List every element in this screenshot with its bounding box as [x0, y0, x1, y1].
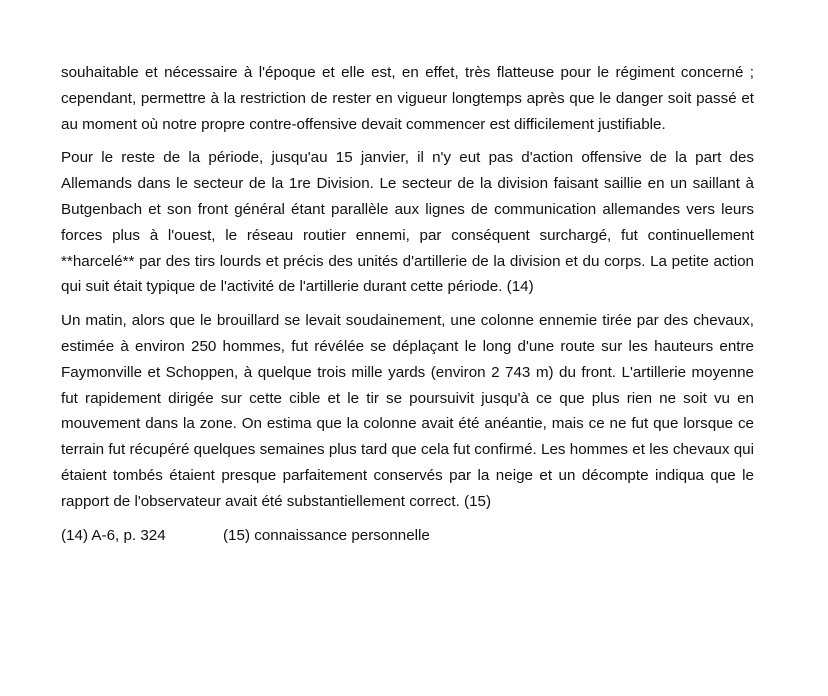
paragraph-2: Pour le reste de la période, jusqu'au 15 janvier, il n'y eut pas d'action offensive de la part des Allemands dans le secteur de la 1re Division. Le secteur de la division faisant saillie en un saillant à Butgenbach et son front général étant parallèle aux lignes de communication allemandes vers leurs forces plus à l'ouest, le réseau routier ennemi, par conséquent surchargé, fut continuellement **harcelé** par des tirs lourds et précis des unités d'artillerie de la division et du corps. La petite action qui suit était typique de l'activité de l'artillerie durant cette période. (14): [61, 149, 754, 296]
document-page: [61, 60, 754, 548]
footnote-15: (15) connaissance personnelle: [223, 526, 430, 544]
paragraph-1: souhaitable et nécessaire à l'époque et elle est, en effet, très flatteuse pour le régiment concerné ; cependant, permettre à la restriction de rester en vigueur longtemps après que le danger soit passé et au moment où notre propre contre-offensive devait commencer est difficilement justifiable.: [61, 64, 754, 133]
paragraph-3: Un matin, alors que le brouillard se levait soudainement, une colonne ennemie tirée par des chevaux, estimée à environ 250 hommes, fut révélée se déplaçant le long d'une route sur les hauteurs entre Faymonville et Schoppen, à quelque trois mille yards (environ 2 743 m) du front. L'artillerie moyenne fut rapidement dirigée sur cette cible et le tir se poursuivit jusqu'à ce que plus rien ne soit vu en mouvement dans la zone. On estima que la colonne avait été anéantie, mais ce ne fut que lorsque ce terrain fut récupéré quelques semaines plus tard que cela fut confirmé. Les hommes et les chevaux qui étaient tombés étaient presque parfaitement conservés par la neige et un décompte indiqua que le rapport de l'observateur avait été substantiellement correct. (15): [61, 312, 754, 510]
footnotes: [61, 523, 754, 549]
footnote-14: (14) A-6, p. 324: [61, 526, 166, 544]
